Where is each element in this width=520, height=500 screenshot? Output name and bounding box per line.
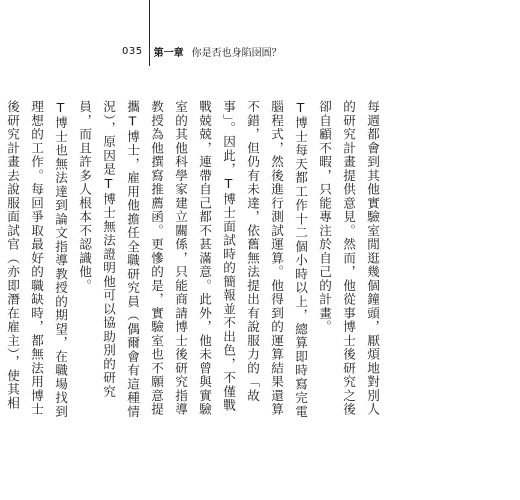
chapter-title: 你是否也身陷囹圄？ [191,47,282,59]
running-header [122,44,282,58]
chapter-label: 第一章 [153,47,184,59]
paragraph: T博士每天都工作十二個小時以上，總算即時寫完電腦程式，然後進行測試運算。他得到的運算結果還算不錯，但仍有未達，依舊無法提出有說服力的「故事」。因此，T博士面試時的簡報並不出色，不僅戰戰兢兢，連帶自己都不甚滿意。此外，他未曾與實驗室的其他科學家建立關係，只能商請博士後研究指導教授為他撰寫推薦函。更慘的是，實驗室也不願意提攜T博士，雇用他擔任全職研究員（偶爾會有這種情況），原因是T博士無法證明他可以協助別的研究員，而且許多人根本不認識他。 [77,100,308,419]
paragraph: T博士也無法達到論文指導教授的期望，在職場找到理想的工作。每回爭取最好的職缺時，都無法用博士後研究計畫去說服面試官（亦即潛在雇主），使其相 [5,100,68,419]
page-number: 035 [122,45,143,57]
body-text [5,100,384,420]
paragraph: 每週都會到其他實驗室閒逛幾個鐘頭，厭煩地對別人的研究計畫提供意見。然而，他從事博士後研究之後卻自顧不暇，只能專注於自己的計畫。 [317,100,380,417]
header-divider [149,46,150,56]
